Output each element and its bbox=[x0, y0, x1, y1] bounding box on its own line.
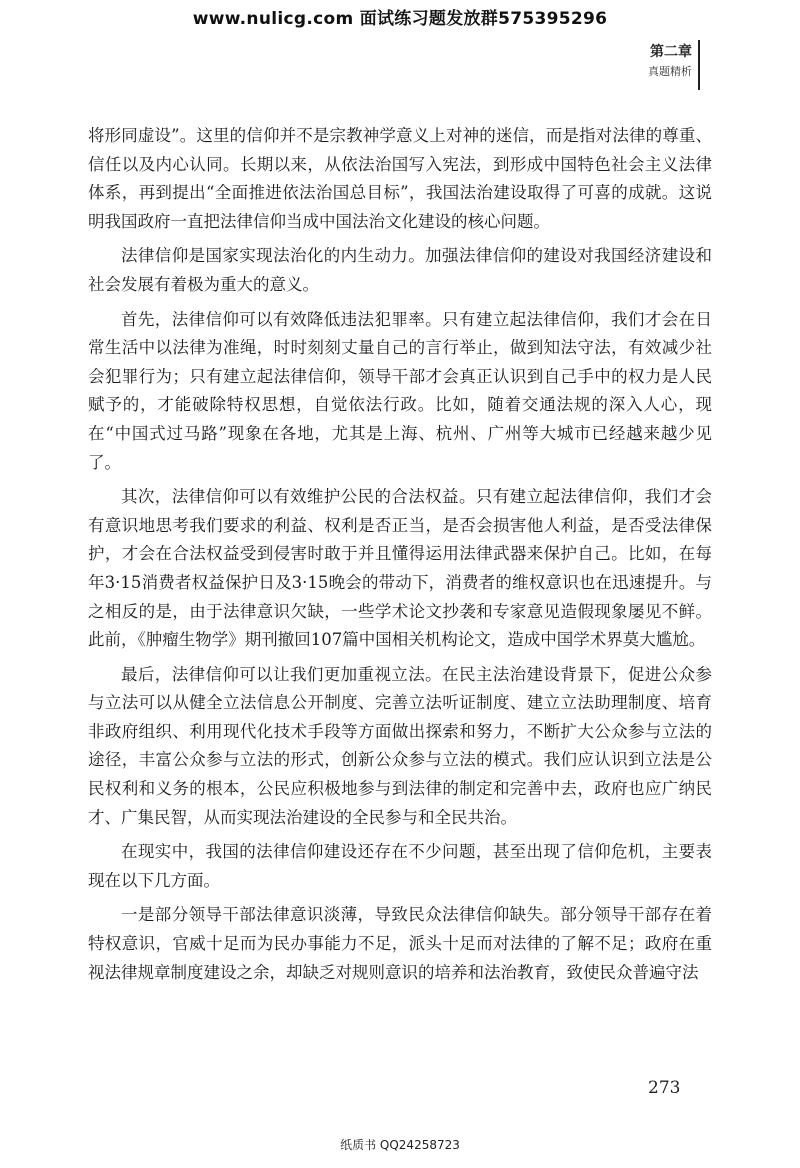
chapter-header bbox=[648, 42, 692, 82]
chapter-title: 第二章 bbox=[650, 44, 692, 60]
paragraph: 其次，法律信仰可以有效维护公民的合法权益。只有建立起法律信仰，我们才会有意识地思考我们要求的利益、权利是否正当，是否会损害他人利益，是否受法律保护，才会在合法权益受到侵害时敢于并且懂得运用法律武器来保护自己。比如，在每年3·15消费者权益保护日及3·15晚会的带动下，消费者的维权意识也在迅速提升。与之相反的是，由于法律意识欠缺，一些学术论文抄袭和专家意见造假现象屡见不鲜。此前，《肿瘤生物学》期刊撤回107篇中国相关机构论文，造成中国学术界莫大尴尬。 bbox=[88, 487, 712, 650]
paragraph: 法律信仰是国家实现法治化的内生动力。加强法律信仰的建设对我国经济建设和社会发展有着极为重大的意义。 bbox=[88, 246, 712, 294]
chapter-subtitle: 真题精析 bbox=[648, 65, 692, 78]
chapter-divider bbox=[698, 40, 700, 90]
paragraph: 最后，法律信仰可以让我们更加重视立法。在民主法治建设背景下，促进公众参与立法可以从健全立法信息公开制度、完善立法听证制度、建立立法助理制度、培育非政府组织、利用现代化技术手段等方面做出探索和努力，不断扩大公众参与立法的途径，丰富公众参与立法的形式，创新公众参与立法的模式。我们应认识到立法是公民权利和义务的根本，公民应积极地参与到法律的制定和完善中去，政府也应广纳民才、广集民智，从而实现法治建设的全民参与和全民共治。 bbox=[88, 664, 712, 827]
paragraph: 在现实中，我国的法律信仰建设还存在不少问题，甚至出现了信仰危机，主要表现在以下几方面。 bbox=[88, 842, 712, 890]
body-text bbox=[88, 122, 712, 993]
paragraph: 将形同虚设”。这里的信仰并不是宗教神学意义上对神的迷信，而是指对法律的尊重、信任以及内心认同。长期以来，从依法治国写入宪法，到形成中国特色社会主义法律体系，再到提出“全面推进依法治国总目标”，我国法治建设取得了可喜的成就。这说明我国政府一直把法律信仰当成中国法治文化建设的核心问题。 bbox=[88, 126, 712, 231]
footer-note: 纸质书 QQ24258723 bbox=[340, 1138, 460, 1152]
paragraph: 首先，法律信仰可以有效降低违法犯罪率。只有建立起法律信仰，我们才会在日常生活中以法律为准绳，时时刻刻丈量自己的言行举止，做到知法守法，有效减少社会犯罪行为；只有建立起法律信仰，领导干部才会真正认识到自己手中的权力是人民赋予的，才能破除特权思想，自觉依法行政。比如，随着交通法规的深入人心，现在“中国式过马路”现象在各地，尤其是上海、杭州、广州等大城市已经越来越少见了。 bbox=[88, 309, 712, 472]
paragraph: 一是部分领导干部法律意识淡薄，导致民众法律信仰缺失。部分领导干部存在着特权意识，官威十足而为民办事能力不足，派头十足而对法律的了解不足；政府在重视法律规章制度建设之余，却缺乏对规则意识的培养和法治教育，致使民众普遍守法 bbox=[88, 905, 712, 982]
watermark-banner: www.nulicg.com 面试练习题发放群575395296 bbox=[192, 9, 608, 29]
page-number: 273 bbox=[648, 1078, 681, 1098]
